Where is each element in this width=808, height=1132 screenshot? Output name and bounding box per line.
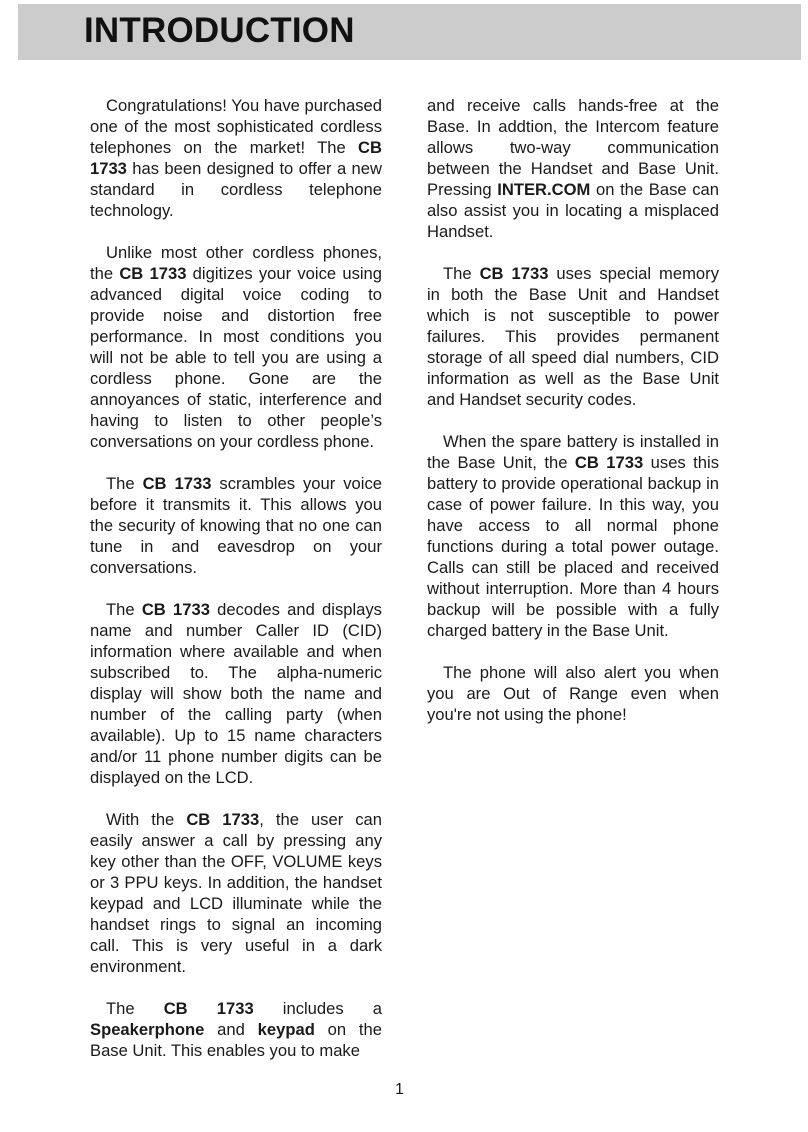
right-column xyxy=(427,95,719,746)
paragraph-caller-id: The CB 1733 decodes and displays name and number Caller ID (CID) information where available and when subscribed to. The alpha-numeric display will show both the name and number of the calling party (when available). Up to 15 name characters and/or 11 phone number digits can be displayed on the LCD. xyxy=(90,600,382,787)
paragraph-intercom-continued: and receive calls hands-free at the Base. In addtion, the Intercom feature allows two-way communication between the Handset and Base Unit. Pressing INTER.COM on the Base can also assist you in locating a misplaced Handset. xyxy=(427,96,720,241)
page-title: INTRODUCTION xyxy=(84,11,355,50)
model-name: CB 1733 xyxy=(141,600,210,619)
paragraph-scrambling: The CB 1733 scrambles your voice before it transmits it. This allows you the security of knowing that no one can tune in and eavesdrop on your conversations. xyxy=(90,474,382,577)
paragraph-battery-backup: When the spare battery is installed in the Base Unit, the CB 1733 uses this battery to provide operational backup in case of power failure. In this way, you have access to all normal phone functions during a total power outage. Calls can still be placed and received without interruption. More than 4 hours backup will be possible with a fully charged battery in the Base Unit. xyxy=(427,432,719,640)
paragraph-out-of-range: The phone will also alert you when you are Out of Range even when you're not using the phone! xyxy=(427,663,719,724)
model-name: CB 1733 xyxy=(142,474,212,493)
intercom-key-label: INTER.COM xyxy=(497,180,591,199)
model-name: CB 1733 xyxy=(479,264,549,283)
paragraph-speakerphone: The CB 1733 includes a Speakerphone and keypad on the Base Unit. This enables you to make xyxy=(90,999,382,1060)
paragraph-memory: The CB 1733 uses special memory in both the Base Unit and Handset which is not susceptible to power failures. This provides permanent storage of all speed dial numbers, CID information as well as the Base Unit and Handset security codes. xyxy=(427,264,719,409)
model-name: CB 1733 xyxy=(119,264,187,283)
speakerphone-term: Speakerphone xyxy=(90,1020,205,1039)
paragraph-digital-voice: Unlike most other cordless phones, the CB 1733 digitizes your voice using advanced digital voice coding to provide noise and distortion free performance. In most conditions you will not be able to tell you are using a cordless phone. Gone are the annoyances of static, interference and having to listen to other people’s conversations on your cordless phone. xyxy=(90,243,383,451)
paragraph-congratulations: Congratulations! You have purchased one of the most sophisticated cordless telephones on the market! The CB 1733 has been designed to offer a new standard in cordless telephone technology. xyxy=(90,96,382,220)
keypad-term: keypad xyxy=(257,1020,315,1039)
model-name: CB 1733 xyxy=(186,810,260,829)
paragraph-any-key-answer: With the CB 1733, the user can easily answer a call by pressing any key other than the OFF, VOLUME keys or 3 PPU keys. In addition, the handset keypad and LCD illuminate while the handset rings to signal an incoming call. This is very useful in a dark environment. xyxy=(90,810,382,976)
page-number: 1 xyxy=(395,1081,404,1098)
model-name: CB 1733 xyxy=(90,138,382,178)
model-name: CB 1733 xyxy=(163,999,254,1018)
left-column xyxy=(90,95,382,1082)
model-name: CB 1733 xyxy=(574,453,644,472)
